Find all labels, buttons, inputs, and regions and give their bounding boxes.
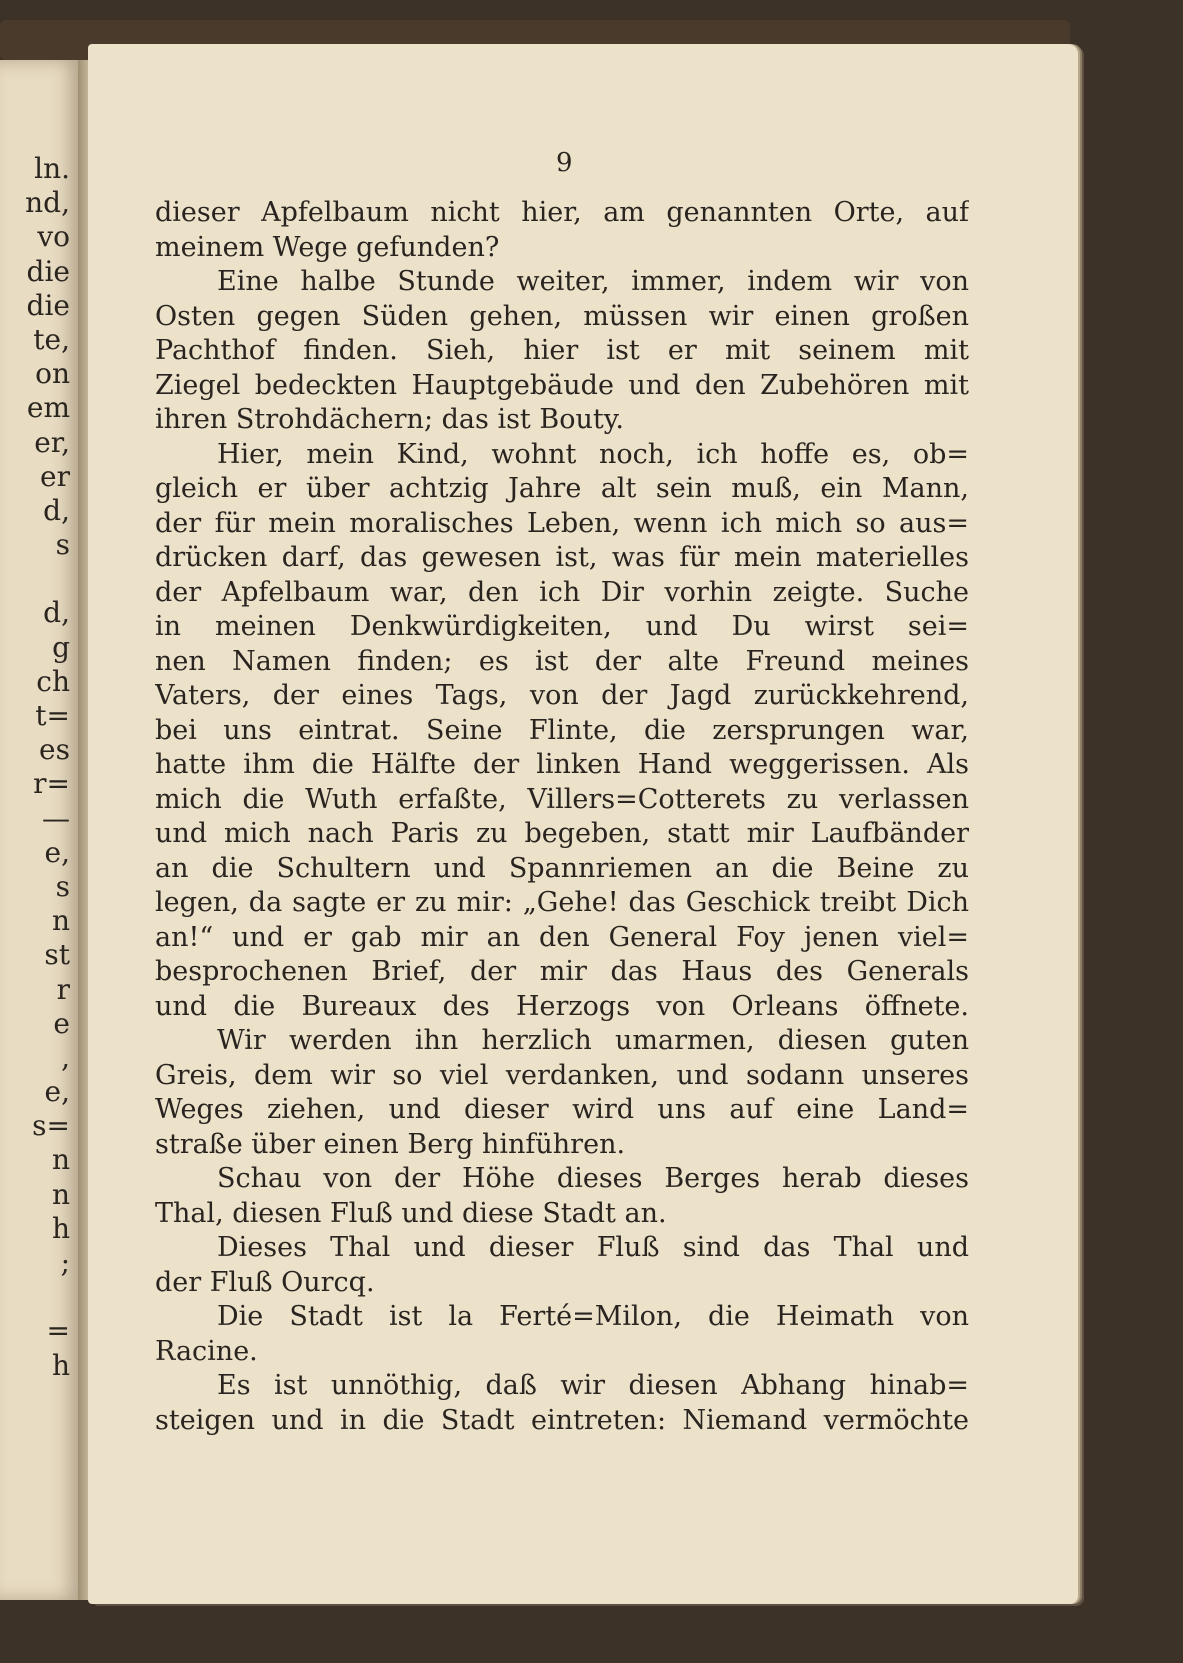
left-page-fragment: e, xyxy=(44,1075,70,1109)
text-line: in meinen Denkwürdigkeiten, und Du wirst sei= xyxy=(155,611,969,642)
text-line: steigen und in die Stadt eintreten: Niemand vermöchte xyxy=(155,1404,969,1436)
left-page-fragment: te, xyxy=(33,322,70,356)
left-page-fragment: n xyxy=(51,904,70,938)
left-page-fragment: d, xyxy=(43,493,70,527)
left-page-fragment: nd, xyxy=(25,186,70,220)
text-line: straße über einen Berg hinführen. xyxy=(155,1128,626,1160)
left-page-fragment: on xyxy=(35,357,70,391)
text-line: Greis, dem wir so viel verdanken, und sodann unseres xyxy=(155,1059,969,1091)
text-line: Racine. xyxy=(155,1335,258,1367)
left-page-fragment: s= xyxy=(32,1109,70,1143)
text-line: nen Namen finden; es ist der alte Freund meines xyxy=(155,645,969,677)
left-page-fragment: die xyxy=(26,288,70,322)
left-page-fragment xyxy=(0,1280,70,1314)
left-page-fragment: h xyxy=(51,1348,70,1382)
left-page-fragment: r= xyxy=(33,767,70,801)
left-page-fragment: , xyxy=(61,1040,70,1074)
text-line: meinem Wege gefunden? xyxy=(155,231,500,263)
text-line: besprochenen Brief, der mir das Haus des Generals xyxy=(155,956,969,987)
left-page-fragment: ; xyxy=(60,1246,70,1279)
text-line: legen, da sagte er zu mir: „Gehe! das Geschick treibt Dich xyxy=(155,887,969,918)
text-line: und mich nach Paris zu begeben, statt mir Laufbänder xyxy=(155,818,969,849)
text-line: und die Bureaux des Herzogs von Orleans öffnete. xyxy=(155,990,969,1022)
text-line: ihren Strohdächern; das ist Bouty. xyxy=(155,404,624,435)
left-page-fragment: er xyxy=(40,459,70,493)
text-line: der Fluß Ourcq. xyxy=(155,1266,375,1298)
text-line: der Apfelbaum war, den ich Dir vorhin zeigte. Suche xyxy=(155,576,969,608)
left-page-fragment: es xyxy=(39,733,70,767)
text-line: an die Schultern und Spannriemen an die Beine zu xyxy=(155,852,969,884)
text-line: Thal, diesen Fluß und diese Stadt an. xyxy=(155,1197,667,1229)
page-number: 9 xyxy=(556,148,573,178)
left-page-fragment: st xyxy=(44,938,70,972)
body-text xyxy=(155,196,969,1438)
text-line: Ziegel bedeckten Hauptgebäude und den Zubehören mit xyxy=(155,369,969,401)
left-page-fragment: e, xyxy=(44,835,70,869)
left-page-fragment: t= xyxy=(35,699,70,732)
text-line: Eine halbe Stunde weiter, immer, indem wir von xyxy=(217,266,969,297)
text-line: der für mein moralisches Leben, wenn ich mich so aus= xyxy=(155,507,969,539)
left-page-text-fragments xyxy=(0,152,70,1383)
left-page-fragment: h xyxy=(51,1211,70,1245)
text-line: bei uns eintrat. Seine Flinte, die zersprungen war, xyxy=(155,714,969,746)
text-line: Hier, mein Kind, wohnt noch, ich hoffe es, ob= xyxy=(217,438,969,470)
left-page-fragment: d, xyxy=(43,596,70,630)
left-page-fragment: em xyxy=(26,391,70,425)
left-page-fragment: — xyxy=(42,801,70,835)
left-page-fragment: er, xyxy=(34,425,70,459)
left-page-fragment xyxy=(0,562,70,596)
left-page-fragment: vo xyxy=(37,220,70,254)
text-line: an!“ und er gab mir an den General Foy jenen viel= xyxy=(155,921,969,953)
text-line: Schau von der Höhe dieses Berges herab dieses xyxy=(217,1163,969,1194)
text-line: drücken darf, das gewesen ist, was für mein materielles xyxy=(155,542,969,573)
left-page-fragment: s xyxy=(55,528,70,562)
left-page-fragment: ln. xyxy=(34,152,70,185)
left-page-fragment: die xyxy=(26,254,70,288)
text-line: Weges ziehen, und dieser wird uns auf eine Land= xyxy=(155,1094,969,1125)
text-line: gleich er über achtzig Jahre alt sein muß, ein Mann, xyxy=(155,473,969,504)
left-page-fragment: n xyxy=(51,1143,70,1177)
left-page-fragment: = xyxy=(46,1314,70,1348)
left-page-fragment: n xyxy=(51,1177,70,1211)
left-page-fragment: e xyxy=(53,1006,70,1040)
left-page-fragment: r xyxy=(56,972,70,1006)
text-line: Es ist unnöthig, daß wir diesen Abhang hinab= xyxy=(217,1370,969,1401)
left-page-fragment: ch xyxy=(36,664,70,698)
text-line: Osten gegen Süden gehen, müssen wir einen großen xyxy=(155,300,969,332)
text-line: Die Stadt ist la Ferté=Milon, die Heimath von xyxy=(217,1301,969,1332)
text-line: hatte ihm die Hälfte der linken Hand weggerissen. Als xyxy=(155,749,969,780)
text-line: Dieses Thal und dieser Fluß sind das Thal und xyxy=(217,1232,969,1263)
left-page-fragment: g xyxy=(52,630,70,664)
text-line: Wir werden ihn herzlich umarmen, diesen guten xyxy=(217,1025,969,1056)
left-page-fragment: s xyxy=(55,869,70,903)
text-line: mich die Wuth erfaßte, Villers=Cotterets zu verlassen xyxy=(155,783,969,815)
text-line: Vaters, der eines Tags, von der Jagd zurückkehrend, xyxy=(155,680,969,711)
text-line: Pachthof finden. Sieh, hier ist er mit seinem mit xyxy=(155,335,969,366)
text-line: dieser Apfelbaum nicht hier, am genannten Orte, auf xyxy=(155,197,969,228)
